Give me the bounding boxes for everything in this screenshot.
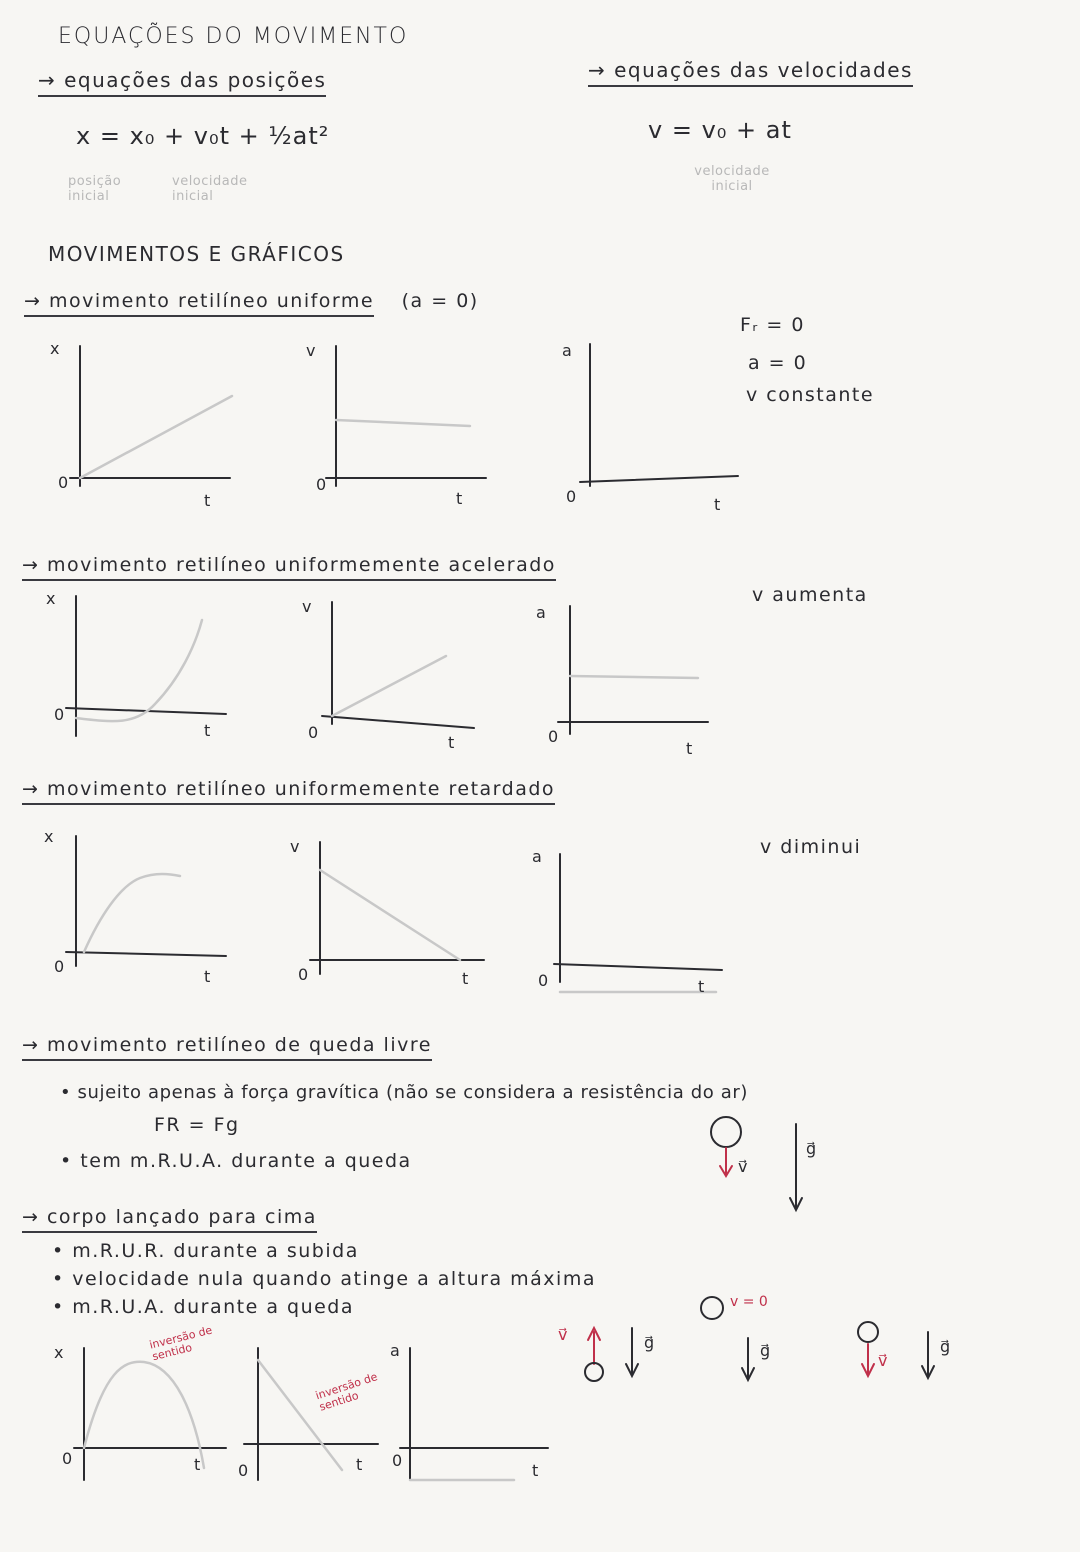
section-title: MOVIMENTOS E GRÁFICOS [48,242,345,266]
mru-note-a: a = 0 [748,352,808,374]
axis-label-t: t [356,1455,363,1474]
mruv-acc-heading: → movimento retilíneo uniformemente acelerado [22,554,556,581]
mruv-acc-graph-velocity [296,594,496,774]
axis-label-a: a [390,1341,400,1360]
note-initial-velocity: velocidade inicial [172,174,248,204]
free-fall-bullet-2: • tem m.R.U.A. durante a queda [60,1150,412,1172]
axis-label-origin: 0 [238,1461,249,1480]
axis-label-origin: 0 [54,705,65,724]
axis-label-origin: 0 [298,965,309,984]
axis-label-v: v [306,341,316,360]
axis-label-t: t [456,489,463,508]
axis-label-origin: 0 [62,1449,73,1468]
mru-graph-position [40,336,240,516]
thrown-up-graph-velocity [232,1340,392,1490]
axis-label-a: a [532,847,542,866]
thrown-up-bullet-1: • m.R.U.R. durante a subida [52,1240,359,1262]
mru-note-fr: Fᵣ = 0 [740,314,805,336]
axis-label-t: t [698,977,705,996]
mruv-ret-graph-acceleration [530,842,750,1012]
positions-heading: → equações das posições [38,68,326,97]
mru-graph-velocity [300,336,500,516]
note-velocity-initial: velocidade inicial [694,164,770,194]
mru-note-v: v constante [746,384,875,406]
axis-label-x: x [54,1343,64,1362]
axis-label-origin: 0 [316,475,327,494]
axis-label-t: t [462,969,469,988]
body-circle-icon [585,1363,603,1381]
axis-label-v: v [302,597,312,616]
velocities-heading: → equações das velocidades [588,58,913,87]
mru-condition: (a = 0) [401,290,479,312]
v-zero-label: v = 0 [730,1294,768,1310]
axis-label-t: t [204,967,211,986]
axis-label-origin: 0 [308,723,319,742]
vector-g-label: g⃗ [644,1333,655,1352]
vector-v-label: v⃗ [878,1351,888,1370]
axis-label-origin: 0 [566,487,577,506]
velocities-formula: v = v₀ + at [648,116,792,144]
axis-label-t: t [194,1455,201,1474]
free-fall-formula: FR = Fg [154,1114,240,1136]
inversion-label-velocity: inversão de sentido [313,1370,380,1414]
axis-label-t: t [204,721,211,740]
vector-v-label: v⃗ [738,1157,748,1176]
axis-label-t: t [714,495,721,514]
axis-label-a: a [562,341,572,360]
body-circle-icon [701,1297,723,1319]
free-fall-bullet-1: • sujeito apenas à força gravítica (não se considera a resistência do ar) [60,1082,748,1103]
axis-label-x: x [44,827,54,846]
vector-v-label: v⃗ [558,1325,568,1344]
vector-g-label: g⃗ [940,1337,951,1356]
axis-label-origin: 0 [548,727,559,746]
mruv-acc-note: v aumenta [752,584,868,606]
mruv-ret-note: v diminui [760,836,862,858]
axis-label-v: v [290,837,300,856]
page-title: EQUAÇÕES DO MOVIMENTO [58,24,409,49]
mruv-acc-graph-acceleration [534,594,734,774]
body-circle-icon [711,1117,741,1147]
free-fall-heading: → movimento retilíneo de queda livre [22,1034,432,1061]
axis-label-t: t [448,733,455,752]
axis-label-t: t [204,491,211,510]
axis-label-x: x [50,339,60,358]
vector-g-label: g⃗ [760,1341,771,1360]
axis-label-x: x [46,589,56,608]
thrown-up-bullet-2: • velocidade nula quando atinge a altura máxima [52,1268,596,1290]
max-height-diagram [696,1288,796,1328]
axis-label-t: t [532,1461,539,1480]
mruv-ret-heading: → movimento retilíneo uniformemente retardado [22,778,555,805]
axis-label-a: a [536,603,546,622]
mruv-ret-graph-position [40,826,240,996]
body-circle-icon [858,1322,878,1342]
inversion-label-position: inversão de sentido [148,1323,214,1364]
free-fall-diagram [700,1112,840,1222]
mruv-ret-graph-velocity [284,834,504,1004]
thrown-up-bullet-3: • m.R.U.A. durante a queda [52,1296,355,1318]
mru-heading: → movimento retilíneo uniforme [24,290,374,317]
mruv-acc-graph-position [40,586,240,766]
rising-body-diagram [558,1318,678,1388]
axis-label-origin: 0 [54,957,65,976]
falling-body-diagram [850,1318,980,1388]
thrown-up-graph-position [44,1340,244,1490]
top-gravity-diagram [736,1330,796,1390]
mru-graph-acceleration [560,336,760,516]
thrown-up-graph-acceleration [386,1340,566,1490]
axis-label-origin: 0 [392,1451,403,1470]
axis-label-origin: 0 [58,473,69,492]
note-initial-position: posição inicial [68,174,122,204]
vector-g-label: g⃗ [806,1139,817,1158]
positions-formula: x = x₀ + v₀t + ½at² [76,122,330,150]
thrown-up-heading: → corpo lançado para cima [22,1206,317,1233]
axis-label-origin: 0 [538,971,549,990]
axis-label-t: t [686,739,693,758]
